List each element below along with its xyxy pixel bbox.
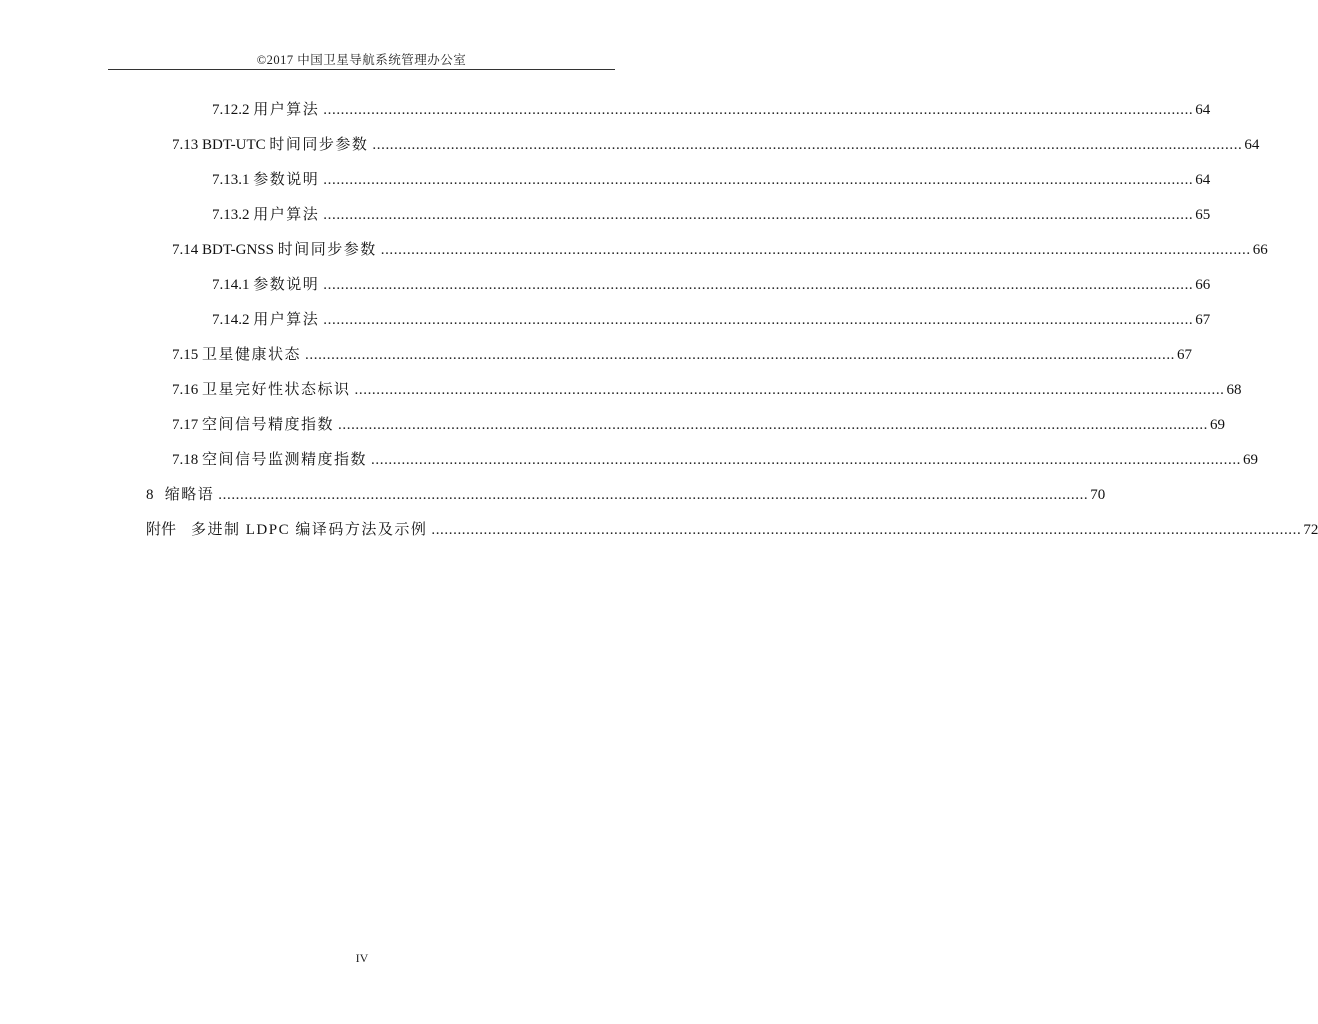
toc-number: 7.14 BDT-GNSS — [172, 242, 278, 258]
toc-page-number: 69 — [1243, 452, 1259, 468]
toc-title: 用户算法 — [253, 312, 320, 328]
toc-title: 卫星完好性状态标识 — [202, 382, 351, 398]
dot-leader: ........................................................................................................................................................................................................ — [371, 452, 1242, 468]
toc-number: 7.14.1 — [212, 277, 254, 293]
toc-page-number: 64 — [1244, 137, 1260, 153]
toc-title: 时间同步参数 — [269, 137, 369, 153]
dot-leader: ........................................................................................................................................................................................................ — [323, 102, 1194, 118]
toc-number: 8 — [146, 487, 165, 503]
toc-number: 7.15 — [172, 347, 202, 363]
toc-page-number: 70 — [1090, 487, 1106, 503]
toc-entry-7-14[interactable] — [172, 233, 1268, 259]
dot-leader: ........................................................................................................................................................................................................ — [218, 487, 1089, 503]
toc-number: 7.12.2 — [212, 102, 254, 118]
toc-entry-7-18[interactable] — [172, 443, 1259, 469]
toc-page-number: 65 — [1195, 207, 1211, 223]
toc-entry-7-13-2[interactable] — [212, 198, 1211, 224]
dot-leader: ........................................................................................................................................................................................................ — [323, 207, 1194, 223]
toc-entry-7-13-1[interactable] — [212, 163, 1211, 189]
toc-title: 空间信号监测精度指数 — [202, 452, 368, 468]
toc-entry-appendix[interactable] — [146, 513, 1318, 539]
toc-page-number: 66 — [1252, 242, 1268, 258]
dot-leader: ........................................................................................................................................................................................................ — [431, 522, 1302, 538]
toc-title: 卫星健康状态 — [202, 347, 302, 363]
dot-leader: ........................................................................................................................................................................................................ — [323, 312, 1194, 328]
toc-page-number: 67 — [1177, 347, 1193, 363]
toc-title: 缩略语 — [164, 487, 215, 503]
toc-number: 7.16 — [172, 382, 202, 398]
toc-number: 7.17 — [172, 417, 202, 433]
toc-page-number: 67 — [1195, 312, 1211, 328]
dot-leader: ........................................................................................................................................................................................................ — [323, 277, 1194, 293]
toc-entry-7-13[interactable] — [172, 128, 1260, 154]
toc-title: 参数说明 — [253, 172, 320, 188]
toc-entry-7-15[interactable] — [172, 338, 1193, 364]
toc-title: 多进制 LDPC 编译码方法及示例 — [191, 522, 428, 538]
header-divider — [108, 69, 615, 70]
toc-title: 用户算法 — [253, 207, 320, 223]
toc-number: 7.13 BDT-UTC — [172, 137, 270, 153]
toc-title: 时间同步参数 — [277, 242, 377, 258]
toc-number: 7.14.2 — [212, 312, 254, 328]
toc-page-number: 72 — [1303, 522, 1318, 538]
toc-entry-7-12-2[interactable] — [212, 93, 1211, 119]
toc-page-number: 64 — [1195, 172, 1211, 188]
toc-number: 7.18 — [172, 452, 202, 468]
toc-number: 7.13.2 — [212, 207, 254, 223]
dot-leader: ........................................................................................................................................................................................................ — [305, 347, 1176, 363]
toc-entry-7-16[interactable] — [172, 373, 1242, 399]
toc-number: 7.13.1 — [212, 172, 254, 188]
dot-leader: ........................................................................................................................................................................................................ — [380, 242, 1251, 258]
dot-leader: ........................................................................................................................................................................................................ — [354, 382, 1225, 398]
toc-entry-7-17[interactable] — [172, 408, 1226, 434]
dot-leader: ........................................................................................................................................................................................................ — [372, 137, 1243, 153]
dot-leader: ........................................................................................................................................................................................................ — [338, 417, 1209, 433]
toc-number: 附件 — [146, 522, 192, 538]
page-header: ©2017 中国卫星导航系统管理办公室 — [256, 53, 467, 67]
dot-leader: ........................................................................................................................................................................................................ — [323, 172, 1194, 188]
toc-entry-7-14-1[interactable] — [212, 268, 1211, 294]
toc-title: 空间信号精度指数 — [202, 417, 335, 433]
toc-page-number: 64 — [1195, 102, 1211, 118]
toc-page-number: 68 — [1226, 382, 1242, 398]
toc-title: 参数说明 — [253, 277, 320, 293]
page-number-footer: IV — [355, 951, 369, 965]
toc-page-number: 69 — [1210, 417, 1226, 433]
toc-page-number: 66 — [1195, 277, 1211, 293]
toc-entry-8[interactable] — [146, 478, 1106, 504]
toc-title: 用户算法 — [253, 102, 320, 118]
toc-entry-7-14-2[interactable] — [212, 303, 1211, 329]
